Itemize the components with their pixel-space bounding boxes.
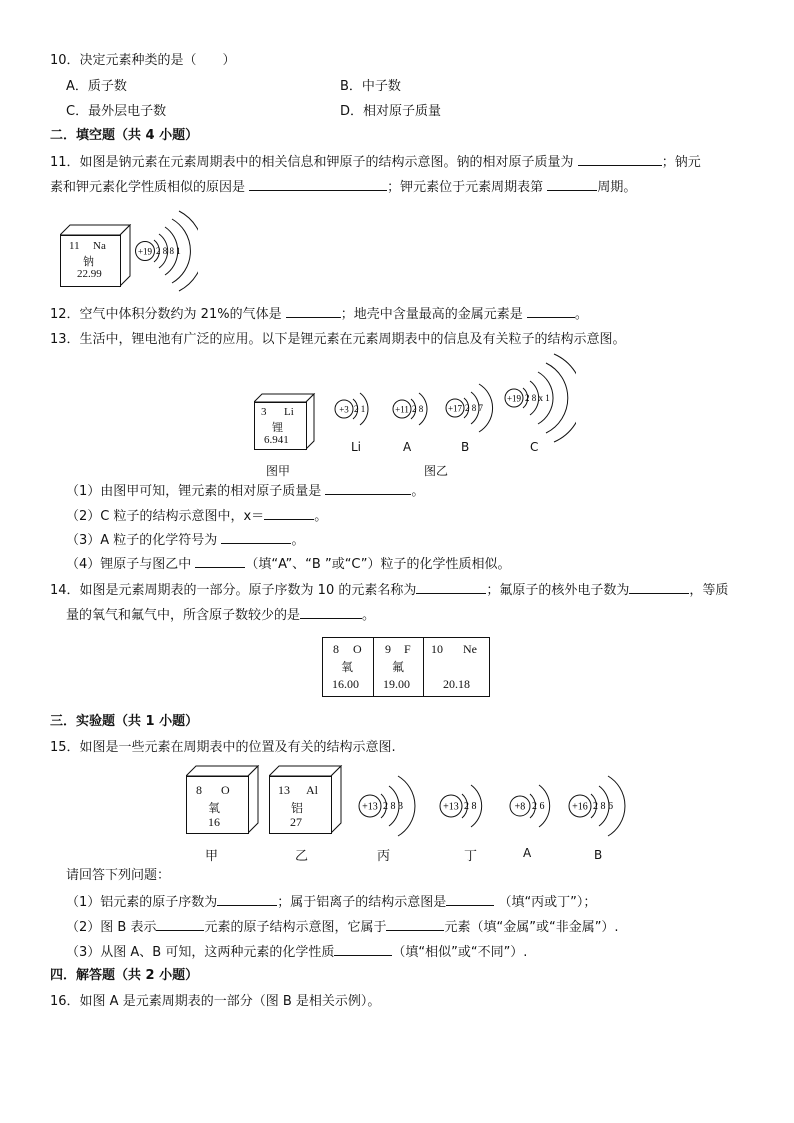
periodic-table-fragment bbox=[322, 637, 490, 697]
atom-label-li: Li bbox=[351, 440, 362, 454]
svg-text:2 6: 2 6 bbox=[532, 801, 545, 812]
atom-label-a: A bbox=[403, 440, 412, 454]
svg-text:+3: +3 bbox=[339, 404, 349, 415]
svg-text:+17: +17 bbox=[447, 403, 463, 414]
svg-text:2 8: 2 8 bbox=[412, 404, 424, 414]
q10-option-a: A．质子数 bbox=[66, 79, 127, 94]
svg-text:2 8 3: 2 8 3 bbox=[383, 801, 403, 812]
svg-text:2 8 6: 2 8 6 bbox=[593, 801, 613, 812]
q13-sub1: （1）由图甲可知，锂元素的相对原子质量是 。 bbox=[66, 481, 424, 501]
answer-blank bbox=[249, 177, 387, 191]
atom-label-c: C bbox=[530, 440, 539, 454]
q10-option-d: D．相对原子质量 bbox=[340, 104, 442, 119]
answer-blank bbox=[446, 892, 494, 906]
figure-caption-jia: 图甲 bbox=[266, 464, 291, 478]
q14-line1: 14．如图是元素周期表的一部分。原子序数为 10 的元素名称为 ；氟原子的核外电子数为 ，等质 bbox=[50, 580, 728, 600]
answer-blank bbox=[217, 892, 277, 906]
answer-blank bbox=[527, 304, 575, 318]
atom-b-diagram bbox=[567, 766, 633, 846]
section-experiment: 三．实验题（共 1 小题） bbox=[50, 714, 199, 729]
particle-a-diagram bbox=[390, 386, 440, 432]
svg-text:+13: +13 bbox=[362, 801, 378, 813]
answer-blank bbox=[286, 304, 341, 318]
section-fill-in: 二．填空题（共 4 小题） bbox=[50, 128, 199, 143]
atom-bing-diagram bbox=[356, 766, 422, 846]
svg-text:+8: +8 bbox=[514, 801, 526, 813]
figure-caption-yi: 图乙 bbox=[424, 464, 449, 478]
q12-line: 12．空气中体积分数约为 21%的气体是 ；地壳中含量最高的金属元素是 。 bbox=[50, 304, 588, 324]
q15-ask: 请回答下列问题： bbox=[66, 868, 171, 883]
q13-stem: 13．生活中，锂电池有广泛的应用。以下是锂元素在元素周期表中的信息及有关粒子的结构示意图。 bbox=[50, 332, 626, 347]
q13-sub2: （2）C 粒子的结构示意图中，x＝ 。 bbox=[66, 506, 327, 526]
answer-blank bbox=[300, 605, 362, 619]
answer-blank bbox=[325, 481, 411, 495]
q15-stem: 15．如图是一些元素在周期表中的位置及有关的结构示意图. bbox=[50, 740, 396, 755]
cell-fluorine: 9 F 氟 19.00 bbox=[373, 638, 424, 696]
q11-line2: 素和钾元素化学性质相似的原因是 ；钾元素位于元素周期表第 周期。 bbox=[50, 177, 636, 197]
q14-line2: 量的氧气和氟气中，所含原子数较少的是 。 bbox=[66, 605, 375, 625]
svg-text:2 8 8 1: 2 8 8 1 bbox=[156, 246, 181, 256]
section-answer: 四．解答题（共 2 小题） bbox=[50, 968, 199, 983]
atom-a-diagram bbox=[508, 776, 560, 836]
q15-sub3: （3）从图 A、B 可知，这两种元素的化学性质 （填“相似”或“不同”）. bbox=[66, 942, 527, 962]
li-element-cell: 3 Li 锂 6.941 bbox=[254, 402, 307, 450]
label-a: A bbox=[523, 846, 532, 860]
q16-stem: 16．如图 A 是元素周期表的一部分（图 B 是相关示例）。 bbox=[50, 994, 381, 1009]
label-ding: 丁 bbox=[464, 849, 478, 864]
answer-blank bbox=[195, 554, 245, 568]
svg-text:+19: +19 bbox=[137, 246, 153, 257]
cell-oxygen: 8 O 氧 16.00 bbox=[323, 638, 374, 696]
answer-blank bbox=[578, 152, 662, 166]
q15-sub2: （2）图 B 表示 元素的原子结构示意图，它属于 元素（填“金属”或“非金属”）. bbox=[66, 917, 619, 937]
svg-text:+19: +19 bbox=[506, 393, 522, 404]
particle-c-diagram bbox=[502, 352, 576, 444]
q10-option-b: B．中子数 bbox=[340, 79, 401, 94]
atom-ding-diagram bbox=[437, 776, 493, 836]
atom-label-b: B bbox=[461, 440, 470, 454]
answer-blank bbox=[334, 942, 392, 956]
label-yi: 乙 bbox=[295, 849, 309, 864]
answer-blank bbox=[386, 917, 444, 931]
label-b: B bbox=[594, 848, 603, 862]
svg-text:2 8 7: 2 8 7 bbox=[465, 403, 483, 413]
particle-b-diagram bbox=[444, 378, 502, 438]
q11-line1: 11．如图是钠元素在元素周期表中的相关信息和钾原子的结构示意图。钠的相对原子质量为 ；钠元 bbox=[50, 152, 701, 172]
svg-text:+11: +11 bbox=[395, 404, 409, 415]
q10-stem: 10．决定元素种类的是（ ） bbox=[50, 53, 236, 68]
q10-option-c: C．最外层电子数 bbox=[66, 104, 167, 119]
q15-sub1: （1）铝元素的原子序数为 ；属于铝离子的结构示意图是 （填“丙或丁”）； bbox=[66, 892, 596, 912]
svg-text:2 8: 2 8 bbox=[464, 801, 477, 812]
k-atom-diagram bbox=[132, 205, 198, 297]
svg-text:+13: +13 bbox=[443, 801, 459, 813]
svg-text:2 1: 2 1 bbox=[354, 404, 366, 414]
answer-blank bbox=[547, 177, 597, 191]
answer-blank bbox=[629, 580, 689, 594]
svg-text:+16: +16 bbox=[572, 801, 588, 813]
answer-blank bbox=[156, 917, 204, 931]
q13-sub4: （4）锂原子与图乙中 （填“A”、“B ”或“C”）粒子的化学性质相似。 bbox=[66, 554, 511, 574]
label-jia: 甲 bbox=[205, 849, 219, 864]
cell-neon: 10 Ne 20.18 bbox=[431, 642, 477, 691]
svg-text:2 8 x 1: 2 8 x 1 bbox=[525, 393, 550, 403]
label-bing: 丙 bbox=[377, 849, 391, 864]
al-element-cell: 13 Al 铝 27 bbox=[269, 776, 332, 834]
li-atom-diagram bbox=[332, 386, 380, 432]
answer-blank bbox=[264, 506, 314, 520]
na-element-cell: 11 Na 钠 22.99 bbox=[60, 235, 121, 287]
q13-sub3: （3）A 粒子的化学符号为 。 bbox=[66, 530, 304, 550]
o-element-cell: 8 O 氧 16 bbox=[186, 776, 249, 834]
answer-blank bbox=[221, 530, 291, 544]
answer-blank bbox=[416, 580, 486, 594]
